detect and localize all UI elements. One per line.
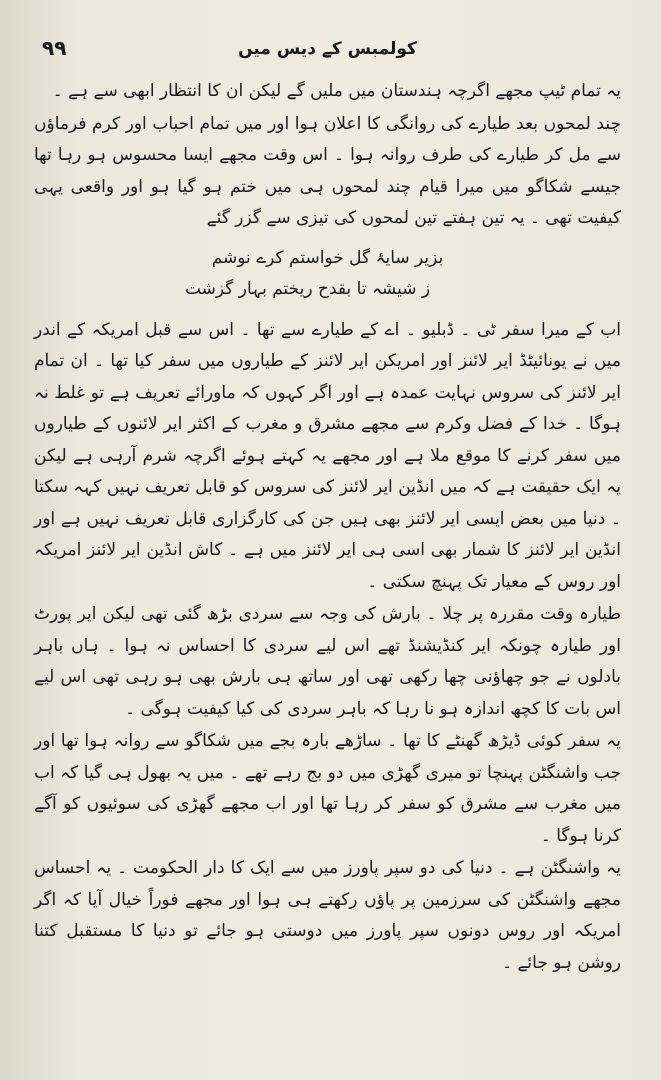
paragraph-3: اب کے میرا سفر ٹی ۔ ڈبلیو ۔ اے کے طیارے سے تھا ۔ اس سے قبل امریکہ کے اندر میں نے یونائیٹڈ ایر لائنز اور امریکن ایر لائنز کے طیاروں میں سفر کیا تھا ۔ ان تمام ایر لائنز کی سروس نہایت عمدہ ہے اور اگر کہوں کہ ماورائے تعریف ہے تو غلط نہ ہوگا ۔ خدا کے فضل وکرم سے مجھے مشرق و مغرب کے اکثر ایر لائنوں کے طیاروں میں سفر کرنے کا موقع ملا ہے اور مجھے یہ کہتے ہوئے اگرچہ شرم آرہی ہے لیکن یہ ایک حقیقت ہے کہ میں انڈین ایر لائنز کی سروس کو قابل تعریف نہیں کہہ سکتا ۔ دنیا میں بعض ایسی ایر لائنز بھی ہیں جن کی کارگزاری قابل تعریف نہیں ہے اور انڈین ایر لائنز کا شمار بھی اسی ہی ایر لائنز میں ہے ۔ کاش انڈین ایر لائنز امریکہ اور روس کے معیار تک پہنچ سکتی ۔: [34, 319, 621, 592]
paragraph-2: چند لمحوں بعد طیارے کی روانگی کا اعلان ہوا اور میں تمام احباب اور کرم فرماؤں سے مل کر طیارے کی طرف روانہ ہوا ۔ اس وقت مجھے ایسا محسوس ہو رہا تھا جیسے شکاگو میں میرا قیام چند لمحوں ہی میں ختم ہو گیا ہو اور واقعی یہی کیفیت تھی ۔ یہ تین ہفتے تین لمحوں کی تیزی سے گزر گئے: [34, 113, 621, 228]
page-number: ۹۹: [42, 36, 67, 60]
paragraph-1: یہ تمام ٹیپ مجھے اگرچہ ہندستان میں ملیں گے لیکن ان کا انتظار ابھی سے ہے ۔: [52, 81, 621, 101]
persian-couplet: [34, 243, 621, 305]
paragraph-4: طیارہ وقت مقررہ پر چلا ۔ بارش کی وجہ سے سردی بڑھ گئی تھی لیکن ایر پورٹ اور طیارہ چونکہ ایر کنڈیشنڈ تھے اس لیے سردی کا احساس نہ ہوا ۔ ہاں باہر بادلوں نے جو چھاؤنی چھا رکھی تھی اور ساتھ ہی بارش بھی ہو رہی تھی اس لیے اس بات کا کچھ اندازہ ہو نا رہا کہ باہر سردی کی کیا کیفیت ہوگی ۔: [34, 604, 621, 719]
couplet-line-1: بزیر سایۂ گل خواستم کرے نوشم: [211, 247, 444, 268]
paragraph-6: یہ واشنگٹن ہے ۔ دنیا کی دو سپر پاورز میں سے ایک کا دار الحکومت ۔ یہ احساس مجھے واشنگٹن کی سرزمین پر پاؤں رکھتے ہی ہوا اور مجھے فوراً خیال آیا کہ اگر امریکہ اور روس دونوں سپر پاورز میں دوستی ہو جائے تو دنیا کا مستقبل کتنا روشن ہو جائے ۔: [34, 858, 621, 973]
page-header: [34, 34, 621, 70]
couplet-line-2: ز شیشہ تا بقدح ریختم بہار گزشت: [184, 278, 431, 299]
page-body: [34, 76, 621, 979]
running-title: کولمبس کے دیس میں: [238, 39, 417, 59]
paragraph-5: یہ سفر کوئی ڈیڑھ گھنٹے کا تھا ۔ ساڑھے بارہ بجے میں شکاگو سے روانہ ہوا تھا اور جب واشنگٹن پہنچا تو میری گھڑی میں دو بج رہے تھے ۔ میں یہ بھول ہی گیا کہ اب میں مغرب سے مشرق کو سفر کر رہا تھا اور اب مجھے گھڑی کی سوئیوں کو آگے کرنا ہوگا ۔: [34, 731, 621, 846]
